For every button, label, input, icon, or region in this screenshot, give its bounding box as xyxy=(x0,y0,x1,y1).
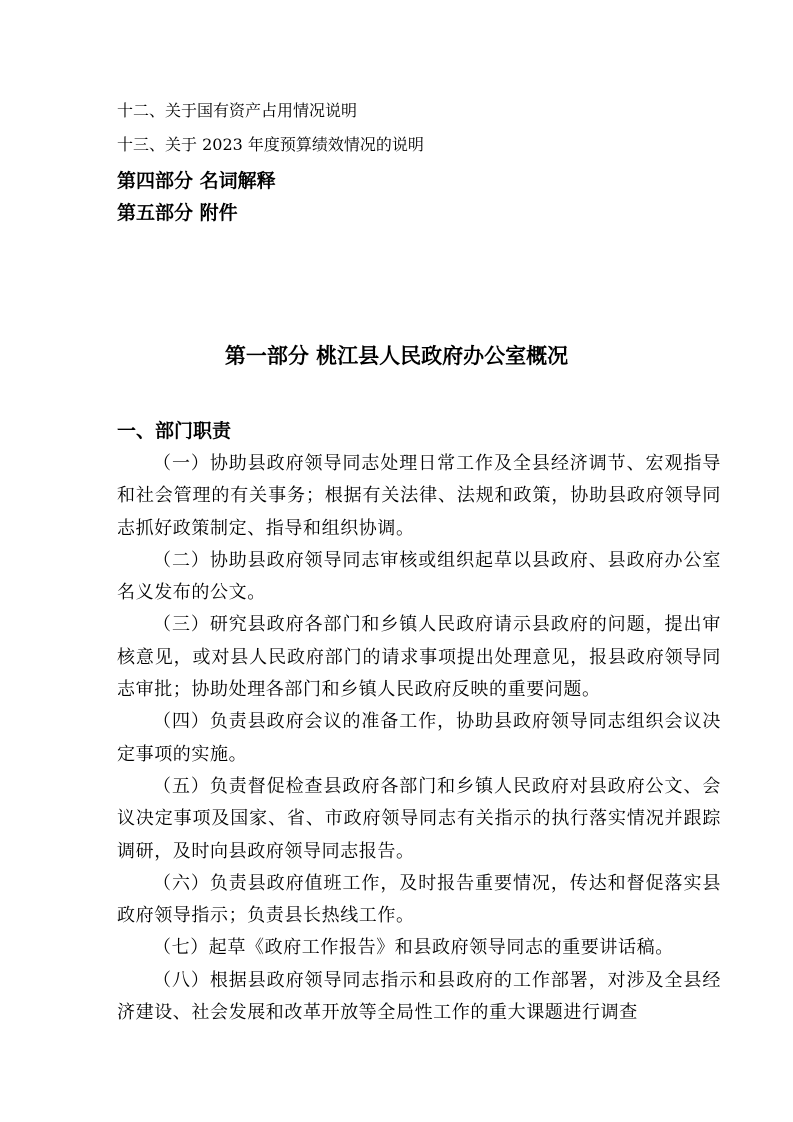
toc-part-4: 第四部分 名词解释 xyxy=(117,170,276,192)
duty-paragraph-5: （五）负责督促检查县政府各部门和乡镇人民政府对县政府公文、会议决定事项及国家、省、市政府领导同志有关指示的执行落实情况并跟踪调研，及时向县政府领导同志报告。 xyxy=(117,775,721,862)
section-heading-duties: 一、部门职责 xyxy=(117,420,232,442)
part-one-title: 第一部分 桃江县人民政府办公室概况 xyxy=(224,344,569,368)
toc-item-12: 十二、关于国有资产占用情况说明 xyxy=(117,101,358,120)
duty-paragraph-2: （二）协助县政府领导同志审核或组织起草以县政府、县政府办公室名义发布的公文。 xyxy=(117,549,721,604)
duty-paragraph-7: （七）起草《政府工作报告》和县政府领导同志的重要讲话稿。 xyxy=(153,937,674,959)
toc-part-5: 第五部分 附件 xyxy=(117,202,238,224)
table-of-contents xyxy=(117,99,717,231)
duty-paragraph-8: （八）根据县政府领导同志指示和县政府的工作部署，对涉及全县经济建设、社会发展和改革开放等全局性工作的重大课题进行调查 xyxy=(117,969,721,1024)
toc-item-13: 十三、关于 2023 年度预算绩效情况的说明 xyxy=(117,135,424,154)
duty-paragraph-6: （六）负责县政府值班工作，及时报告重要情况，传达和督促落实县政府领导指示；负责县长热线工作。 xyxy=(117,872,721,927)
duty-paragraph-3: （三）研究县政府各部门和乡镇人民政府请示县政府的问题，提出审核意见，或对县人民政府部门的请求事项提出处理意见，报县政府领导同志审批；协助处理各部门和乡镇人民政府反映的重要问题。 xyxy=(117,614,721,701)
duties-body xyxy=(117,448,721,1029)
duty-paragraph-4: （四）负责县政府会议的准备工作，协助县政府领导同志组织会议决定事项的实施。 xyxy=(117,711,721,765)
duty-paragraph-1: （一）协助县政府领导同志处理日常工作及全县经济调节、宏观指导和社会管理的有关事务；根据有关法律、法规和政策，协助县政府领导同志抓好政策制定、指导和组织协调。 xyxy=(117,453,721,539)
